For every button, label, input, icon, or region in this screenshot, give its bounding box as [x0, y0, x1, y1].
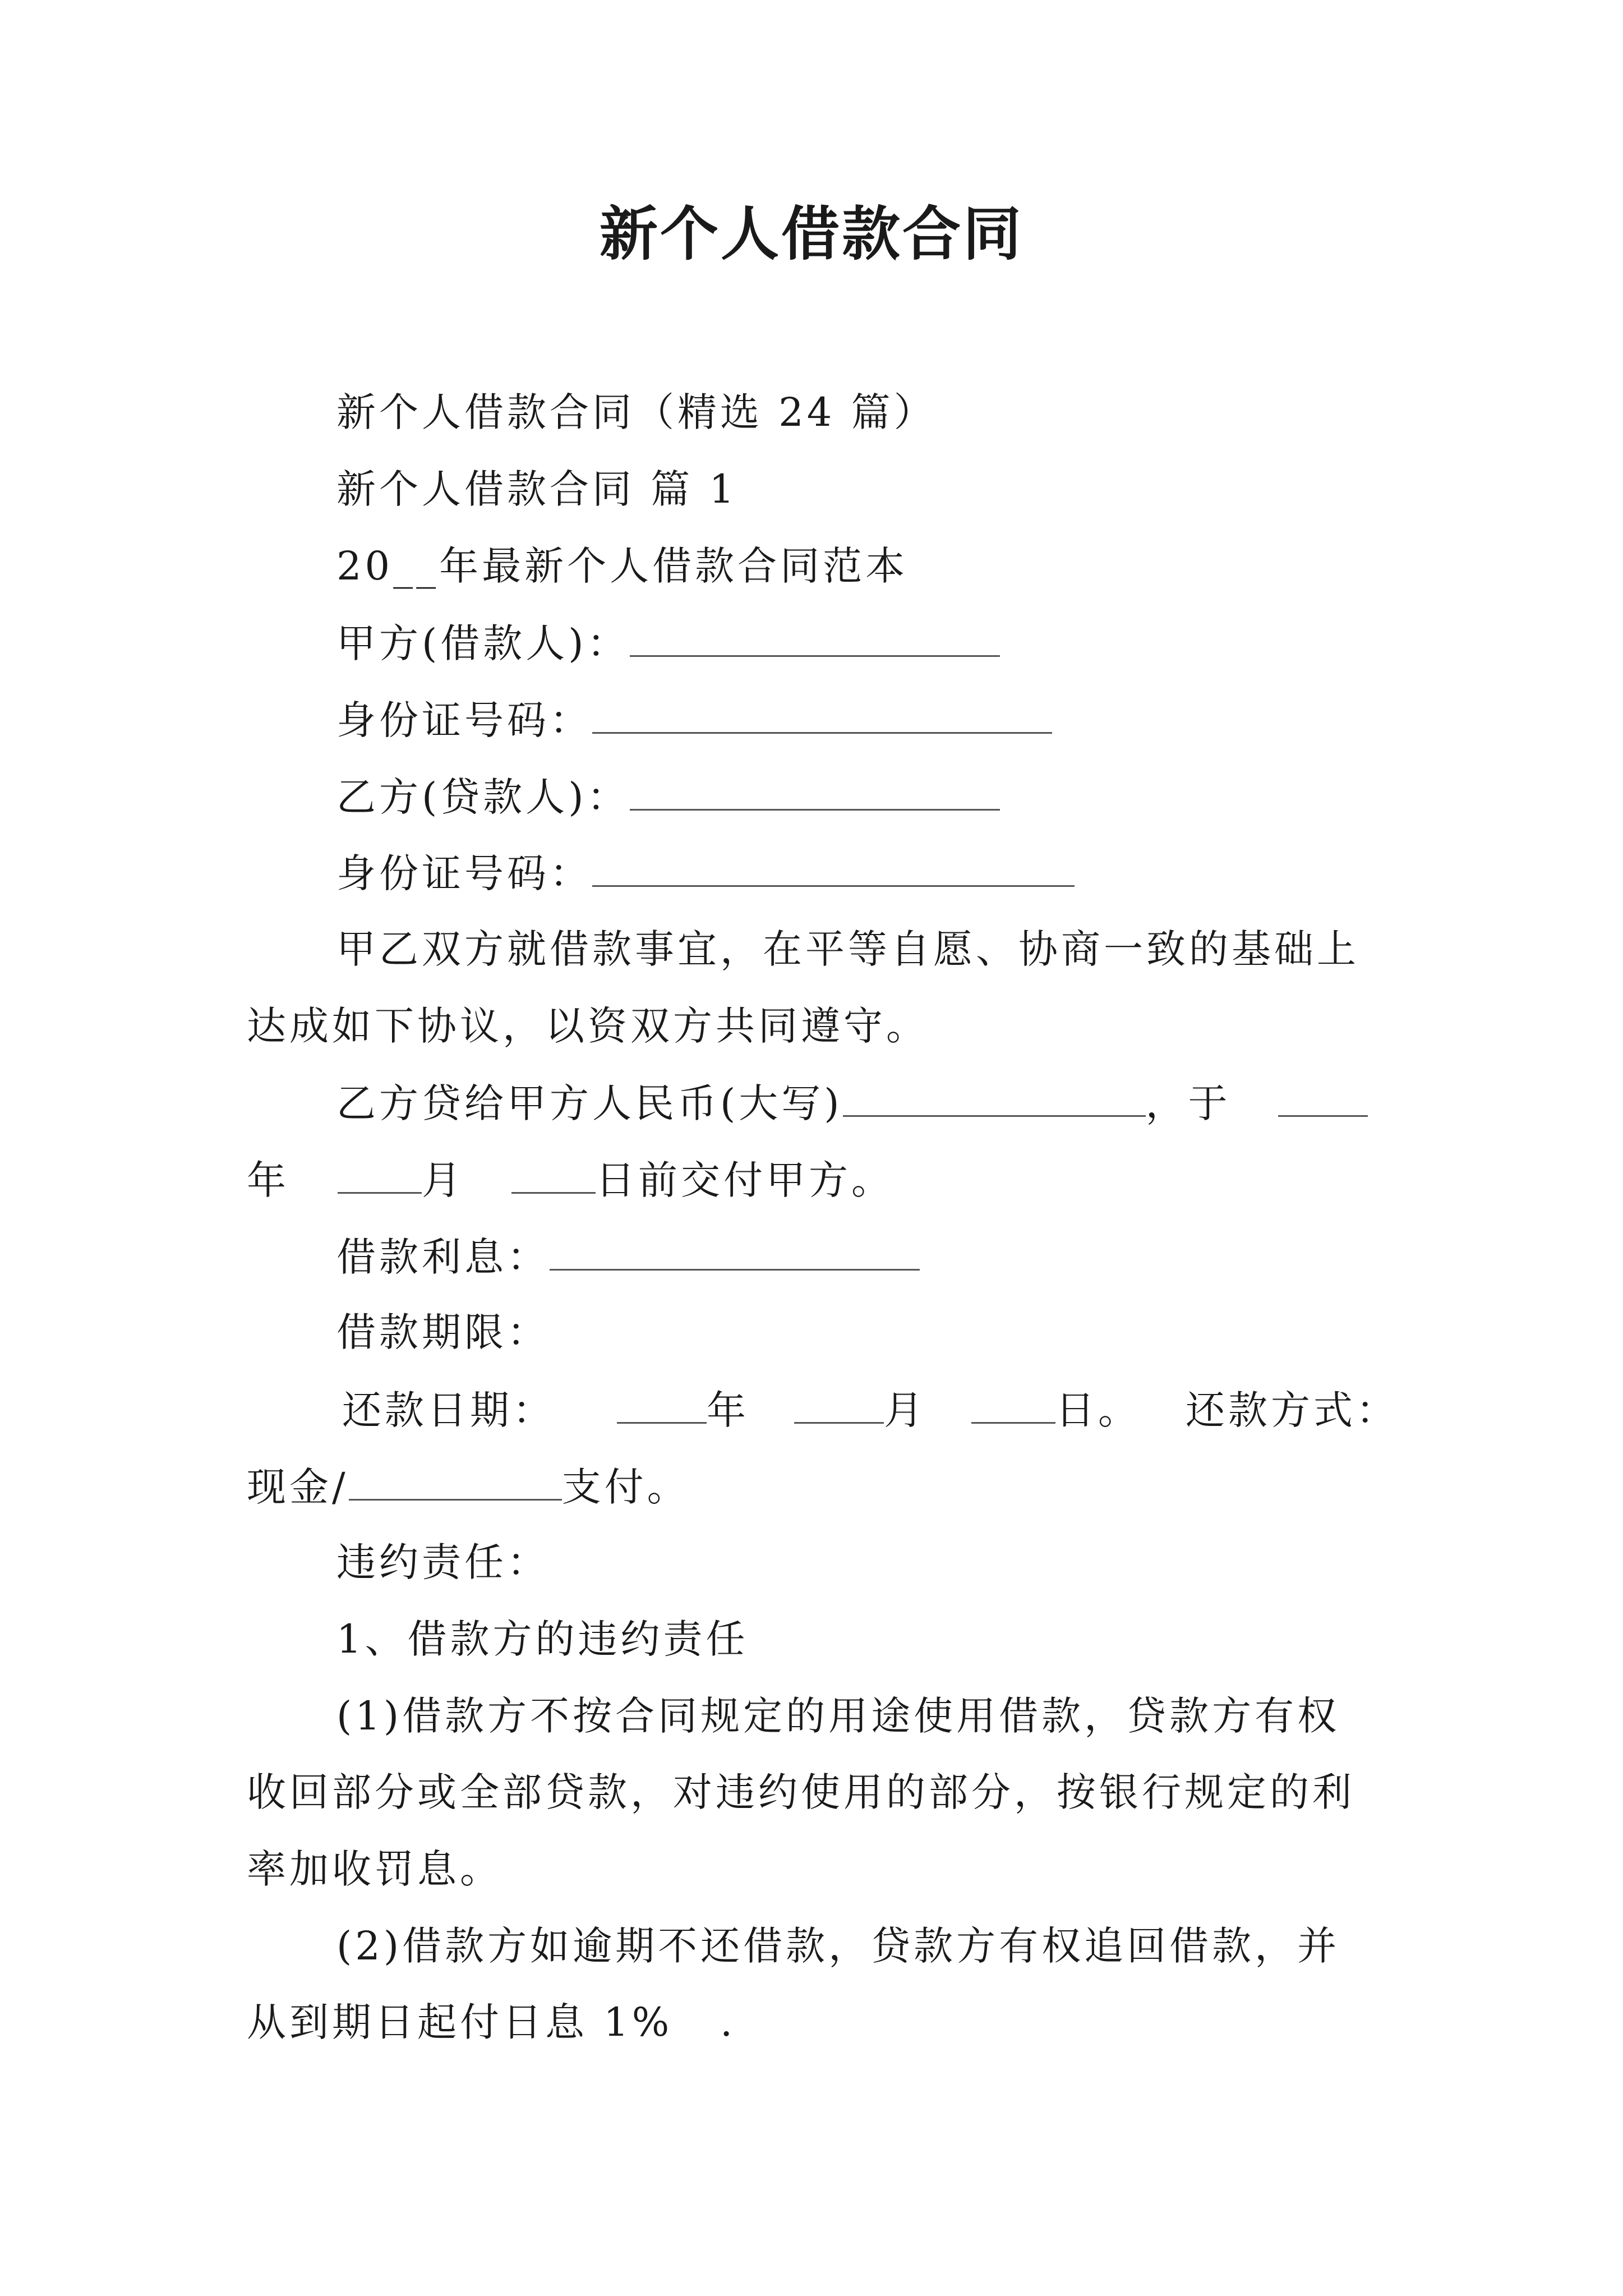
party-a-blank[interactable] [630, 623, 1000, 657]
breach-item-1: 1、借款方的违约责任 [336, 1616, 749, 1662]
loan-amount-row [336, 1080, 1368, 1126]
party-b-row [336, 774, 1000, 820]
repay-date-row [342, 1387, 1399, 1433]
loan-amount-label: 乙方贷给甲方人民币(大写) [336, 1080, 843, 1126]
id-b-row [336, 850, 1075, 896]
repay-day-blank[interactable] [971, 1389, 1055, 1424]
party-a-label: 甲方(借款人)： [336, 620, 630, 666]
sample-title: 20__年最新个人借款合同范本 [336, 543, 909, 589]
intro-line-1: 甲乙双方就借款事宜，在平等自愿、协商一致的基础上 [336, 926, 1359, 972]
clause-1-line-1: (1)借款方不按合同规定的用途使用借款，贷款方有权 [336, 1693, 1340, 1739]
loan-date-end: 日前交付甲方。 [596, 1157, 894, 1203]
section-heading: 新个人借款合同 篇 1 [336, 466, 738, 512]
party-b-label: 乙方(贷款人)： [336, 774, 630, 820]
document-title: 新个人借款合同 [599, 199, 1023, 268]
loan-month-blank[interactable] [338, 1159, 422, 1194]
repay-method-suffix: 支付。 [561, 1464, 690, 1510]
loan-date-row [247, 1157, 894, 1203]
id-b-blank[interactable] [592, 853, 1075, 887]
interest-row [336, 1234, 920, 1280]
repay-date-label: 还款日期： [342, 1387, 555, 1433]
loan-year-blank[interactable] [1278, 1083, 1368, 1117]
repay-day-label: 日。 [1055, 1387, 1141, 1433]
loan-month-label: 月 [422, 1157, 464, 1203]
party-a-row [336, 620, 1000, 666]
repay-method-label: 还款方式： [1186, 1387, 1399, 1433]
interest-label: 借款利息： [336, 1234, 550, 1280]
clause-2-line-2: 从到期日起付日息 1% . [247, 1999, 736, 2045]
clause-1-line-3: 率加收罚息。 [247, 1846, 502, 1892]
repay-method-prefix: 现金/ [247, 1464, 349, 1510]
repay-method-blank[interactable] [349, 1466, 562, 1501]
clause-1-line-2: 收回部分或全部贷款，对违约使用的部分，按银行规定的利 [247, 1769, 1355, 1815]
id-a-blank[interactable] [592, 700, 1052, 734]
loan-amount-blank[interactable] [843, 1083, 1146, 1117]
loan-day-blank[interactable] [511, 1159, 596, 1194]
id-a-label: 身份证号码： [336, 697, 592, 743]
breach-label: 违约责任： [336, 1539, 550, 1585]
clause-2-line-1: (2)借款方如逾期不还借款，贷款方有权追回借款，并 [336, 1923, 1340, 1969]
term-label: 借款期限： [336, 1309, 550, 1355]
collection-subtitle: 新个人借款合同（精选 24 篇） [336, 389, 937, 435]
intro-line-2: 达成如下协议，以资双方共同遵守。 [247, 1003, 929, 1049]
repay-method-row [247, 1464, 690, 1510]
repay-month-label: 月 [884, 1387, 926, 1433]
interest-blank[interactable] [550, 1236, 920, 1271]
party-b-blank[interactable] [630, 776, 1000, 811]
loan-year-label: 年 [247, 1157, 289, 1203]
repay-year-blank[interactable] [617, 1389, 707, 1424]
id-b-label: 身份证号码： [336, 850, 592, 896]
id-a-row [336, 697, 1052, 743]
loan-amount-suffix: ，于 [1145, 1080, 1231, 1126]
repay-month-blank[interactable] [794, 1389, 884, 1424]
repay-year-label: 年 [707, 1387, 749, 1433]
